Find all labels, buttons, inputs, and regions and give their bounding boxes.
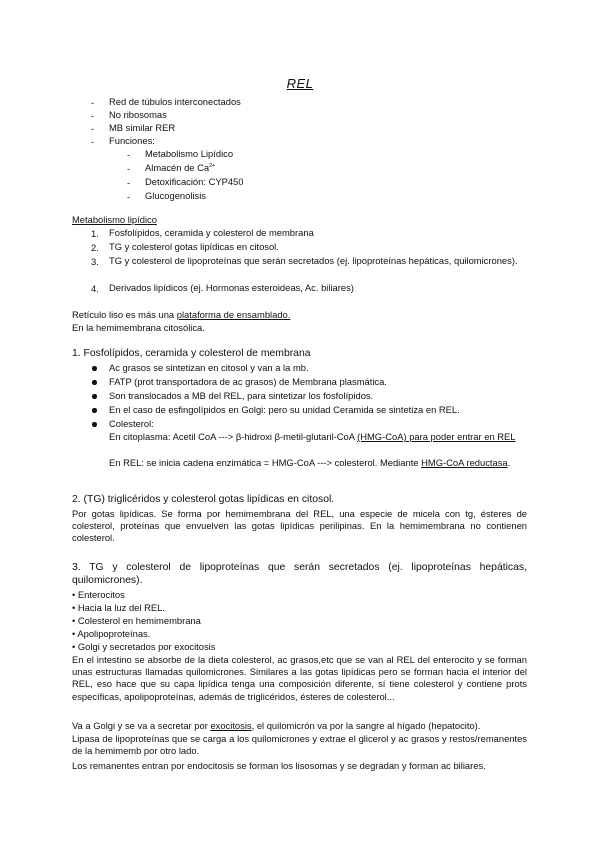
dash-marker: - <box>127 177 131 188</box>
list-item: Ac grasos se sintetizan en citosol y van a la mb. <box>109 362 309 373</box>
list-item: FATP (prot transportadora de ac grasos) de Membrana plasmática. <box>109 376 387 387</box>
dash-marker: - <box>91 97 95 108</box>
list-item: Funciones: <box>109 135 155 146</box>
paragraph: En REL: se inicia cadena enzimática = HMG-CoA ---> colesterol. Mediante HMG-CoA reductasa. <box>109 457 511 468</box>
paragraph: En el intestino se absorbe de la dieta colesterol, ac grasos,etc que se van al REL del enterocito y se forman unas estructuras llamadas quilomicrones. Similares a las gotas lipídicas pero se forman hacia el interior del REL, eso hace que su capa lipídica tenga una composición diferente, sí tiene colesterol y contiene prots específicas, apolipoproteínas, además de triglicéridos, ésteres de colesterol... <box>72 654 527 702</box>
bullet-dot <box>92 394 97 399</box>
list-number: 3. <box>91 256 99 267</box>
list-item: Fosfolípidos, ceramida y colesterol de membrana <box>109 227 314 238</box>
list-item: En el caso de esfingolípidos en Golgi: pero su unidad Ceramida se sintetiza en REL. <box>109 404 460 415</box>
list-number: 4. <box>91 283 99 294</box>
list-number: 2. <box>91 242 99 253</box>
list-item: TG y colesterol gotas lipídicas en citosol. <box>109 241 279 252</box>
paragraph: En citoplasma: Acetil CoA ---> β-hidroxi β-metil-glutaril-CoA (HMG-CoA) para poder entrar en REL <box>109 431 516 442</box>
list-item: Colesterol: <box>109 418 154 429</box>
list-item: • Apolipoproteínas. <box>72 628 151 639</box>
dash-marker: - <box>127 163 131 174</box>
section-heading: 1. Fosfolípidos, ceramida y colesterol de membrana <box>72 348 311 359</box>
list-item: • Enterocitos <box>72 589 125 600</box>
list-number: 1. <box>91 228 99 239</box>
list-item: Almacén de $Ca^{2+}$ <box>145 162 216 173</box>
paragraph: Va a Golgi y se va a secretar por exocitosis, el quilomicrón va por la sangre al hígado (hepatocito). <box>72 720 481 731</box>
list-item: • Hacia la luz del REL. <box>72 602 165 613</box>
dash-marker: - <box>91 136 95 147</box>
list-item: Red de túbulos interconectados <box>109 96 241 107</box>
section-heading: 3. TG y colesterol de lipoproteínas que serán secretados (ej. lipoproteínas hepáticas, quilomicrones). <box>72 562 527 586</box>
list-item: No ribosomas <box>109 109 167 120</box>
bullet-dot <box>92 366 97 371</box>
paragraph: Lipasa de lipoproteínas que se carga a los quilomicrones y extrae el glicerol y ac grasos y restos/remanentes de la hemimemb por otro lado. <box>72 733 527 757</box>
list-item: • Colesterol en hemimembrana <box>72 615 201 626</box>
bullet-dot <box>92 422 97 427</box>
section-heading: Metabolismo lipídico <box>72 214 157 225</box>
section-heading: 2. (TG) triglicéridos y colesterol gotas lipídicas en citosol. <box>72 494 335 505</box>
page-title: REL <box>286 76 314 91</box>
list-item: MB similar RER <box>109 122 176 133</box>
bullet-dot <box>92 380 97 385</box>
dash-marker: - <box>91 110 95 121</box>
paragraph: Los remanentes entran por endocitosis se forman los lisosomas y se degradan y forman ac biliares. <box>72 760 486 771</box>
list-item: Detoxificación: CYP450 <box>145 176 244 187</box>
dash-marker: - <box>127 191 131 202</box>
list-item: Glucogenolisis <box>145 190 206 201</box>
list-item: Metabolismo Lipídico <box>145 148 234 159</box>
list-item: Derivados lipídicos (ej. Hormonas esteroideas, Ac. biliares) <box>109 282 354 293</box>
paragraph: En la hemimembrana citosólica. <box>72 322 205 333</box>
dash-marker: - <box>127 149 131 160</box>
dash-marker: - <box>91 123 95 134</box>
list-item: TG y colesterol de lipoproteínas que serán secretados (ej. lipoproteínas hepáticas, quilomicrones). <box>109 255 518 266</box>
paragraph: Retículo liso es más una plataforma de ensamblado. <box>72 309 291 320</box>
list-item: • Golgi y secretados por exocitosis <box>72 641 216 652</box>
bullet-dot <box>92 408 97 413</box>
list-item: Son translocados a MB del REL, para sintetizar los fosfolípidos. <box>109 390 374 401</box>
paragraph: Por gotas lipídicas. Se forma por hemimembrana del REL, una especie de micela con tg, ésteres de colesterol, proteínas que envuelven las gotas lipídicas perilipinas. En la hemimembrana no contienen colesterol. <box>72 508 527 544</box>
